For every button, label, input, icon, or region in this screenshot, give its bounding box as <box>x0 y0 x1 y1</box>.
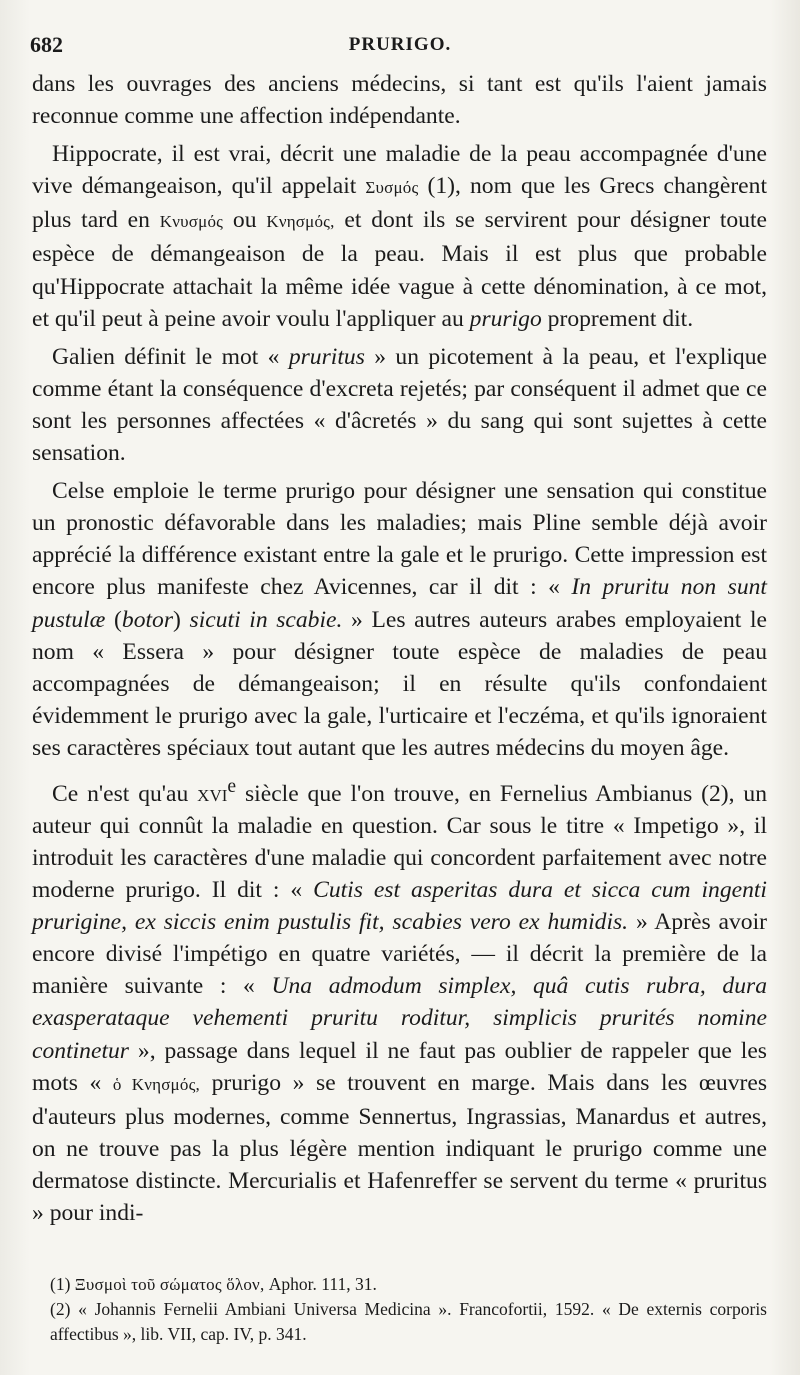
paragraph-fernelius <box>32 770 767 1229</box>
footnote-text: « Johannis Fernelii Ambiani Universa Medicina ». Francofortii, 1592. « De externis corporis affectibus », lib. VII, cap. IV, p. 341. <box>50 1299 767 1344</box>
italic-term: botor <box>121 606 174 633</box>
paragraph-text: Ce n'est qu'au <box>52 780 198 807</box>
running-title: PRURIGO. <box>348 34 452 55</box>
greek-term: Ξυσμοὶ τοῦ σώματος ὅλον, <box>74 1275 265 1294</box>
footnote-text: Aphor. 111, 31. <box>264 1274 377 1294</box>
italic-term: prurigo <box>469 305 542 332</box>
paragraph-text: proprement dit. <box>541 305 694 332</box>
paragraph-text: Hippocrate, il est vrai, décrit une maladie de la peau accompagnée d'une vive démangeaison, qu'il appelait <box>32 141 767 200</box>
paragraph-text: (1), nom que les Grecs changèrent plus tard en <box>32 173 767 234</box>
page-number: 682 <box>30 32 63 57</box>
paragraph-text: Celse emploie le terme prurigo pour désigner une sensation qui constitue un pronostic défavorable dans les maladies; mais Pline semble déjà avoir apprécié la différence existant entre la gale et le prurigo. Cette impression est encore plus manifeste chez Avicennes, car il dit : « <box>32 478 767 601</box>
greek-term: ὁ Κνησμός, <box>112 1074 200 1094</box>
footnotes <box>32 1272 767 1347</box>
body-text <box>32 68 767 1229</box>
century-superscript: e <box>227 774 237 797</box>
paragraph-text: ( <box>105 606 122 633</box>
footnote-marker: (1) <box>50 1274 71 1294</box>
paragraph-text: dans les ouvrages des anciens médecins, si tant est qu'ils l'aient jamais reconnue comme une affection indépendante. <box>32 71 767 130</box>
greek-term: Κνυσμός <box>159 212 224 232</box>
paragraph-galien <box>32 341 767 469</box>
paragraph-continuation <box>32 68 767 132</box>
century-numeral: xvi <box>197 780 228 807</box>
paragraph-hippocrate <box>32 138 767 335</box>
paragraph-text: siècle que l'on trouve, en Fernelius Ambianus (2), un auteur qui connût la maladie en question. Car sous le titre « Impetigo », il introduit les caractères d'une maladie qui concordent parfaitement avec notre moderne prurigo. Il dit : « <box>32 780 767 904</box>
paragraph-celse <box>32 475 767 764</box>
paragraph-text: Galien définit le mot « <box>52 343 289 370</box>
footnote-marker: (2) <box>50 1299 71 1319</box>
footnote-1 <box>32 1272 767 1297</box>
italic-quote: Una admodum simplex, quâ cutis rubra, dura exasperataque vehementi pruritu roditur, simplicis prurités nomine continetur <box>32 973 767 1064</box>
italic-quote: In pruritu non sunt pustulæ <box>32 574 767 633</box>
paragraph-text: » Après avoir encore divisé l'impétigo en quatre variétés, — il décrit la première de la manière suivante : « <box>32 909 767 1000</box>
greek-term: Συσμός <box>365 178 419 198</box>
paragraph-text: », passage dans lequel il ne faut pas oublier de rappeler que les mots « <box>32 1037 767 1096</box>
paragraph-text: » Les autres auteurs arabes employaient le nom « Essera » pour désigner toute espèce de maladies de peau accompagnées de démangeaison; il en résulte qu'ils confondaient évidemment le prurigo avec la gale, l'urticaire et l'eczéma, et qu'ils ignoraient ses caractères spéciaux tout autant que les autres médecins du moyen âge. <box>32 606 767 761</box>
running-head <box>30 32 770 62</box>
footnote-2 <box>32 1297 767 1347</box>
paragraph-text: » un picotement à la peau, et l'explique comme étant la conséquence d'excreta rejetés; par conséquent il admet que ce sont les personnes affectées « d'âcretés » du sang qui sont sujettes à cette sensation. <box>32 343 767 467</box>
italic-quote: Cutis est asperitas dura et sicca cum ingenti prurigine, ex siccis enim pustulis fit, scabies vero ex humidis. <box>32 877 767 936</box>
paragraph-text: et dont ils se servirent pour désigner toute espèce de démangeaison de la peau. Mais il est plus que probable qu'Hippocrate attachait la même idée vague à cette dénomination, à ce mot, et qu'il peut à peine avoir voulu l'appliquer au <box>32 207 768 332</box>
paragraph-text: ) <box>173 606 190 633</box>
greek-term: Κνησμός, <box>266 212 335 232</box>
italic-quote: sicuti in scabie. <box>189 606 343 633</box>
paragraph-text: prurigo » se trouvent en marge. Mais dans les œuvres d'auteurs plus modernes, comme Sennertus, Ingrassias, Manardus et autres, on ne trouve pas la plus légère mention indiquant le prurigo comme une dermatose distincte. Mercurialis et Hafenreffer se servent du terme « pruritus » pour indi- <box>32 1069 767 1227</box>
paragraph-text: ou <box>223 207 267 234</box>
italic-term: pruritus <box>288 343 365 370</box>
